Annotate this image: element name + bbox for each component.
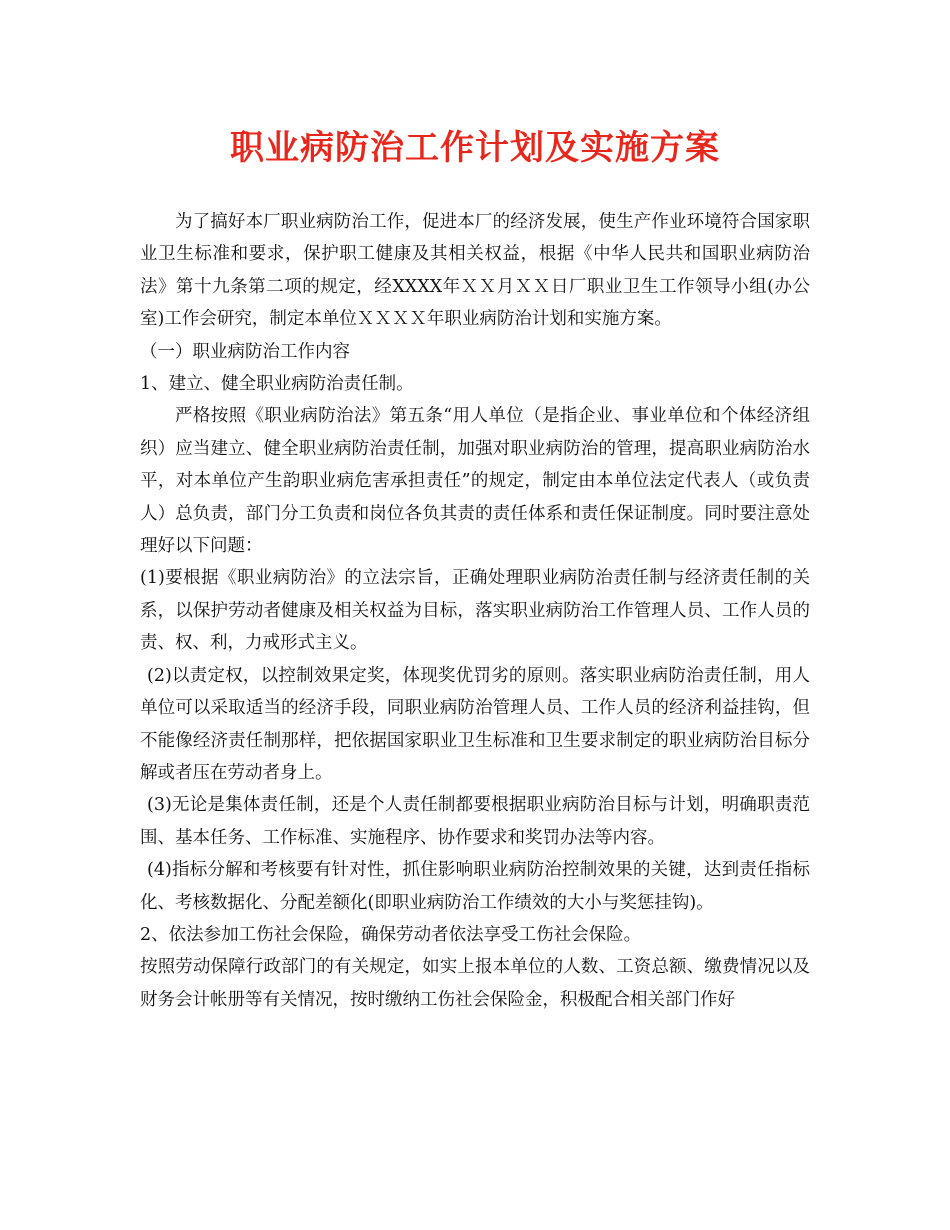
document-body <box>140 206 810 1016</box>
point-4-paragraph: (4)指标分解和考核要有针对性，抓住影响职业病防治控制效果的关键，达到责任指标化、考核数据化、分配差额化(即职业病防治工作绩效的大小与奖惩挂钩)。 <box>140 860 810 913</box>
section-heading-1: （一）职业病防治工作内容 <box>140 341 350 362</box>
responsibility-paragraph: 严格按照《职业病防治法》第五条“用人单位（是指企业、事业单位和个体经济组织）应当建立、健全职业病防治责任制，加强对职业病防治的管理，提高职业病防治水平，对本单位产生韵职业病危害承担责任”的规定，制定由本单位法定代表人（或负责人）总负责，部门分工负责和岗位各负其责的责任体系和责任保证制度。同时要注意处理好以下问题： <box>140 406 810 557</box>
point-3-paragraph: (3)无论是集体责任制，还是个人责任制都要根据职业病防治目标与计划，明确职责范围、基本任务、工作标准、实施程序、协作要求和奖罚办法等内容。 <box>140 795 810 848</box>
point-1-paragraph: (1)要根据《职业病防治》的立法宗旨，正确处理职业病防治责任制与经济责任制的关系，以保护劳动者健康及相关权益为目标，落实职业病防治工作管理人员、工作人员的责、权、利，力戒形式主义。 <box>140 568 810 654</box>
intro-paragraph: 为了搞好本厂职业病防治工作，促进本厂的经济发展，使生产作业环境符合国家职业卫生标准和要求，保护职工健康及其相关权益，根据《中华人民共和国职业病防治法》第十九条第二项的规定，经XXXX年ＸＸ月ＸＸ日厂职业卫生工作领导小组(办公室)工作会研究，制定本单位ＸＸＸＸ年职业病防治计划和实施方案。 <box>140 212 810 330</box>
item-heading-1: 1、建立、健全职业病防治责任制。 <box>140 374 414 395</box>
insurance-paragraph: 按照劳动保障行政部门的有关规定，如实上报本单位的人数、工资总额、缴费情况以及财务会计帐册等有关情况，按时缴纳工伤社会保险金，积极配合相关部门作好 <box>140 957 810 1010</box>
point-2-paragraph: (2)以责定权，以控制效果定奖，体现奖优罚劣的原则。落实职业病防治责任制，用人单位可以采取适当的经济手段，同职业病防治管理人员、工作人员的经济利益挂钩，但不能像经济责任制那样，把依据国家职业卫生标准和卫生要求制定的职业病防治目标分解或者压在劳动者身上。 <box>140 665 810 783</box>
document-title: 职业病防治工作计划及实施方案 <box>230 128 720 168</box>
item-heading-2: 2、依法参加工伤社会保险，确保劳动者依法享受工伤社会保险。 <box>140 924 642 945</box>
